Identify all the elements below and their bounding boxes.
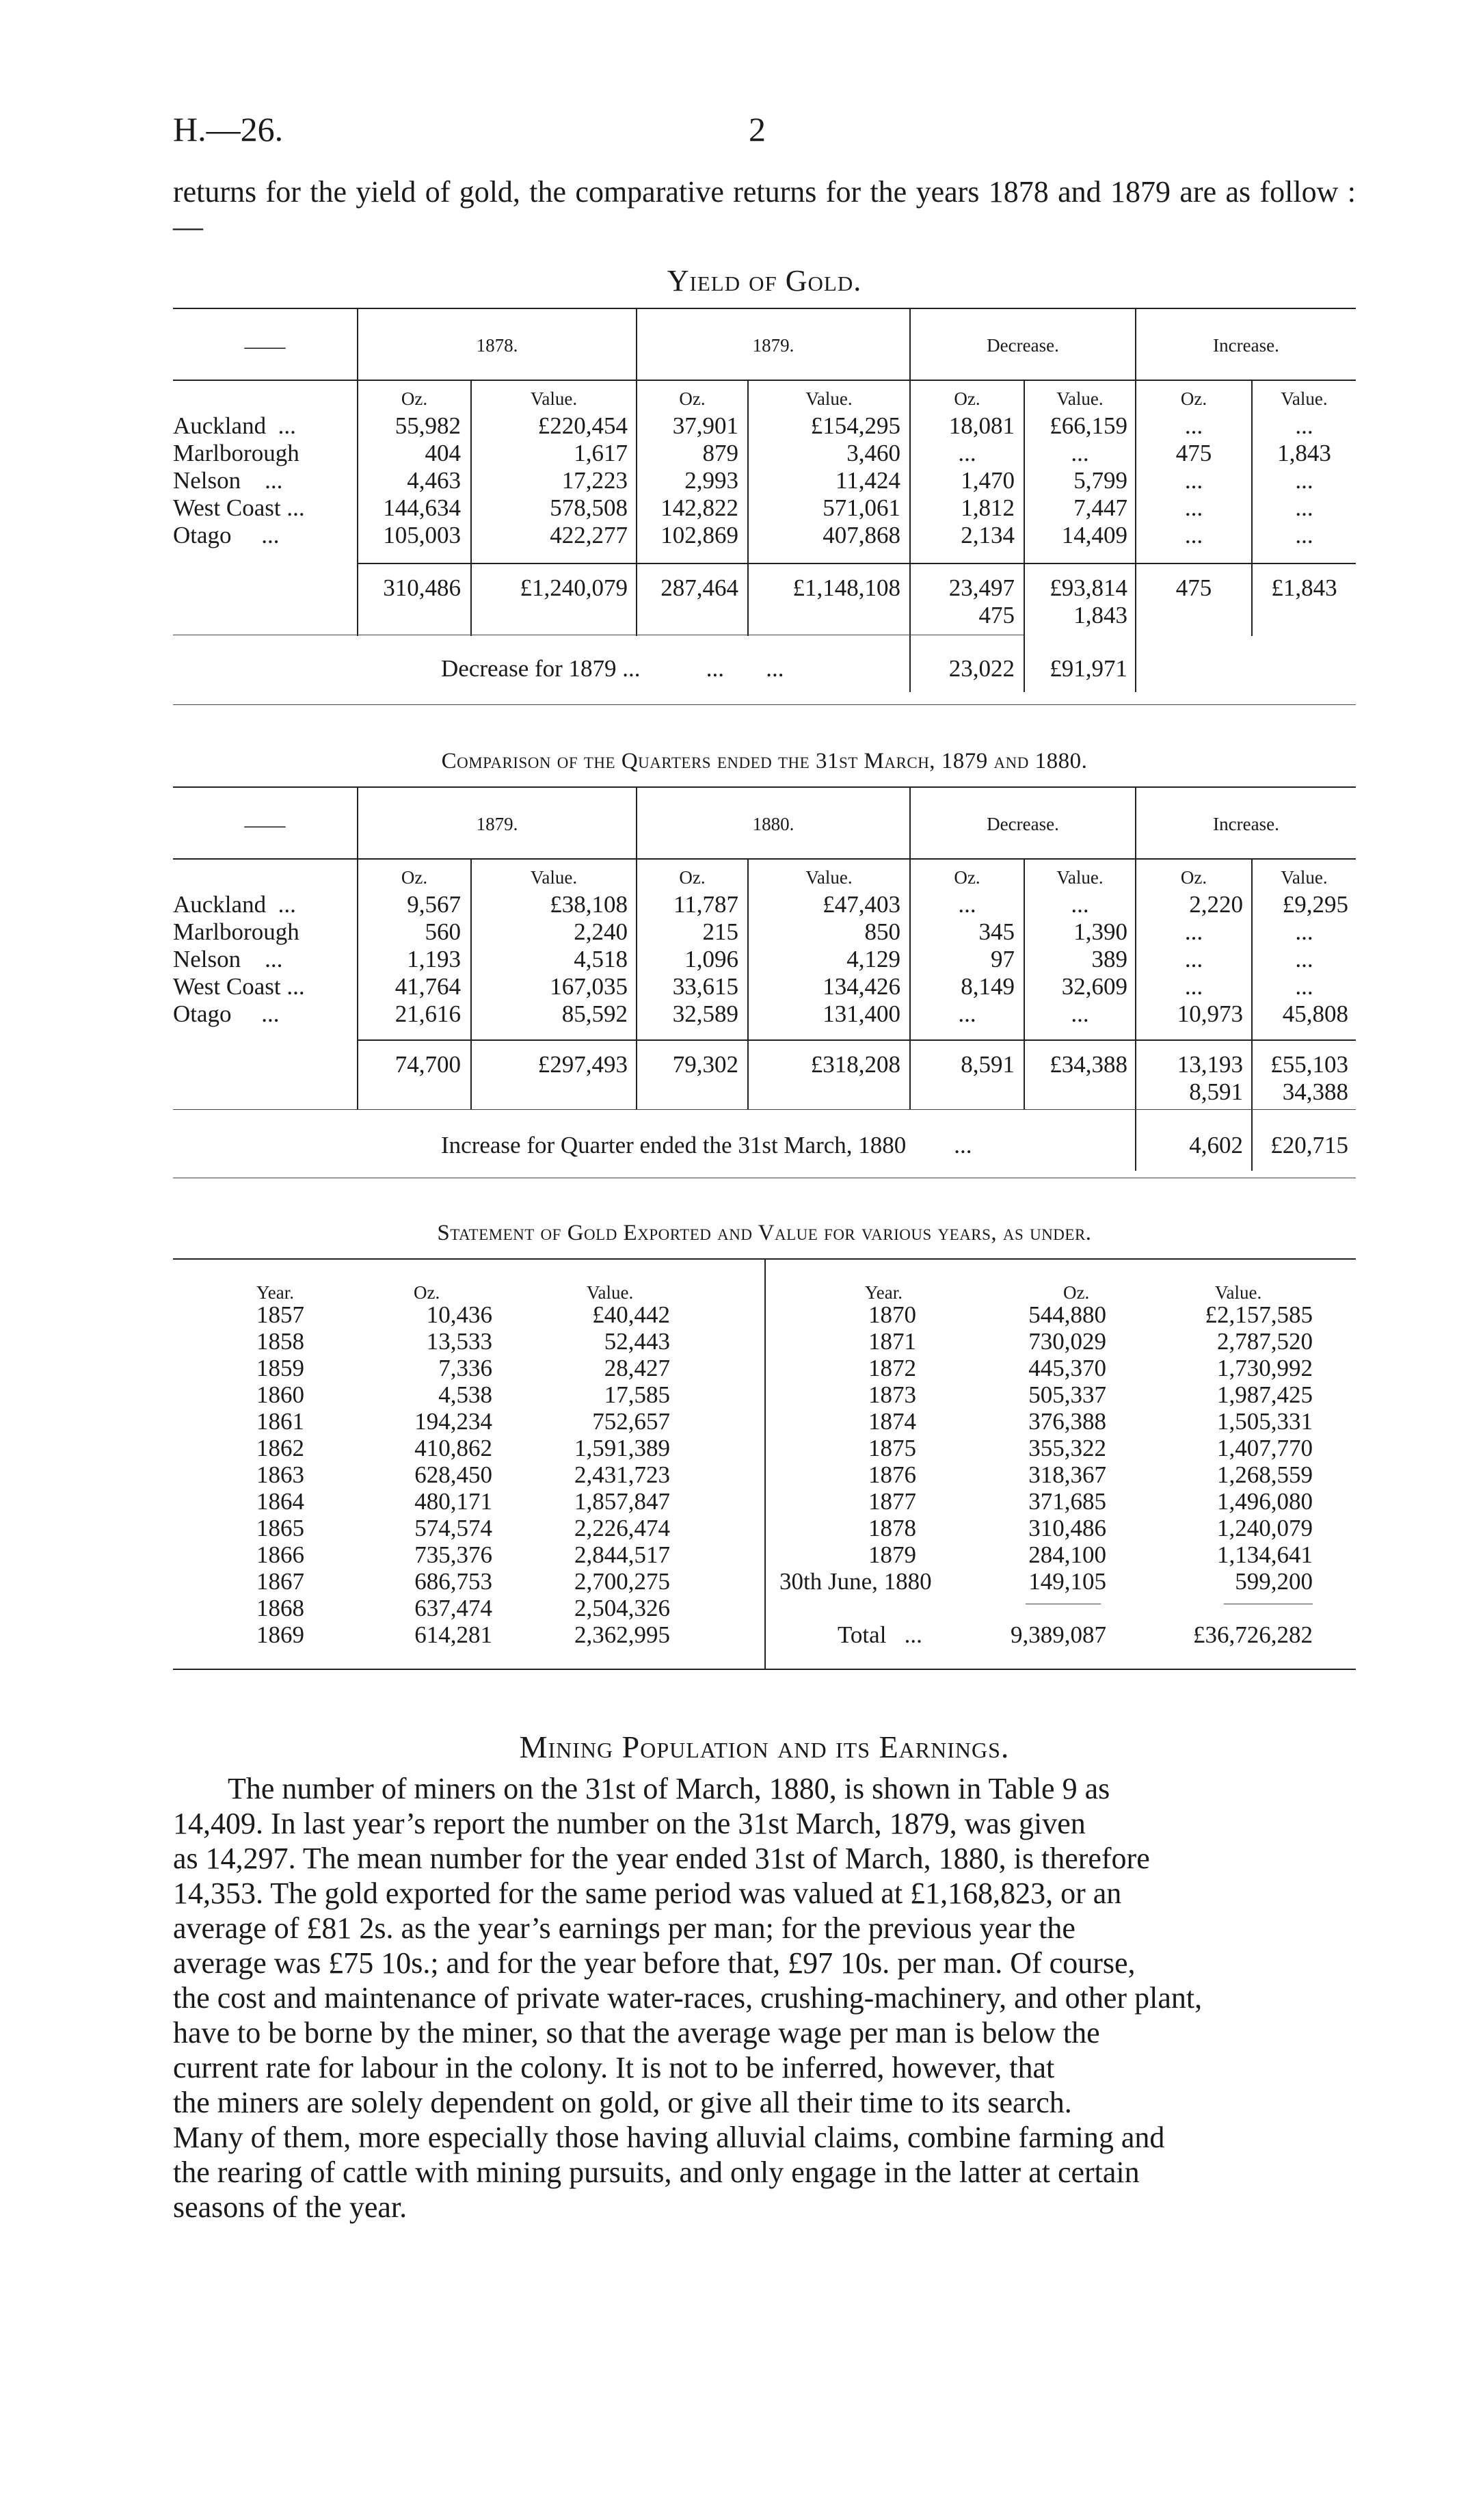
text-line: the miners are solely dependent on gold, or give all their time to its search. [173, 2086, 1072, 2119]
yield-net-label: Decrease for 1879 ... ... ... [441, 655, 784, 682]
col-oz: Oz. [414, 1282, 440, 1303]
text-line: average was £75 10s.; and for the year before that, £97 10s. per man. Of course, [173, 1946, 1136, 1980]
quarters-year-1880: 1880. [752, 814, 794, 834]
mining-paragraph [173, 1771, 1356, 2225]
col-oz: Oz. [401, 388, 428, 409]
col-value: Value. [805, 867, 853, 888]
text-line: The number of miners on the 31st of March, 1880, is shown in Table 9 as [228, 1772, 1110, 1805]
text-line: as 14,297. The mean number for the year ended 31st of March, 1880, is therefore [173, 1842, 1150, 1875]
col-value: Value. [1281, 867, 1328, 888]
text-line: the cost and maintenance of private water-races, crushing-machinery, and other plant, [173, 1981, 1203, 2015]
page-reference: H.—26. [173, 110, 284, 148]
quarters-net-label: Increase for Quarter ended the 31st March, 1880 ... [441, 1132, 972, 1158]
text-line: 14,353. The gold exported for the same period was valued at £1,168,823, or an [173, 1876, 1122, 1910]
quarters-table-title: Comparison of the Quarters ended the 31st March, 1879 and 1880. [441, 749, 1088, 773]
col-oz: Oz. [954, 388, 980, 409]
text-line: Many of them, more especially those having alluvial claims, combine farming and [173, 2121, 1165, 2154]
yield-net-value: £91,971 [1050, 655, 1127, 682]
quarters-year-1879: 1879. [476, 814, 518, 834]
col-oz: Oz. [1063, 1282, 1090, 1303]
col-year: Year. [865, 1282, 903, 1303]
col-value: Value. [530, 867, 578, 888]
exports-divider [764, 1260, 766, 1669]
yield-year-1879: 1879. [752, 335, 794, 356]
col-oz: Oz. [1180, 867, 1207, 888]
quarters-stub-dash: —— [244, 814, 286, 836]
intro-paragraph: returns for the yield of gold, the comparative returns for the years 1878 and 1879 are as follow :— [173, 175, 1356, 243]
col-oz: Oz. [401, 867, 428, 888]
text-line: 14,409. In last year’s report the number on the 31st March, 1879, was given [173, 1807, 1086, 1840]
col-value: Value. [530, 388, 578, 409]
yield-net-oz: 23,022 [948, 655, 1015, 682]
col-oz: Oz. [954, 867, 980, 888]
page-number: 2 [749, 110, 766, 148]
col-value: Value. [805, 388, 853, 409]
col-value: Value. [587, 1282, 634, 1303]
text-line: seasons of the year. [173, 2190, 407, 2224]
col-oz: Oz. [1180, 388, 1207, 409]
exports-bottom-rule [173, 1669, 1356, 1670]
quarters-top-rule [173, 786, 1356, 788]
col-oz: Oz. [679, 388, 706, 409]
text-line: average of £81 2s. as the year’s earnings per man; for the previous year the [173, 1911, 1075, 1945]
exports-table-title: Statement of Gold Exported and Value for various years, as under. [437, 1221, 1092, 1245]
quarters-decrease-header: Decrease. [987, 814, 1059, 834]
col-value: Value. [1215, 1282, 1262, 1303]
yield-top-rule [173, 308, 1356, 309]
text-line: the rearing of cattle with mining pursuits, and only engage in the latter at certain [173, 2156, 1140, 2189]
yield-increase-header: Increase. [1213, 335, 1279, 356]
quarters-increase-header: Increase. [1213, 814, 1279, 834]
yield-year-1878: 1878. [476, 335, 518, 356]
col-oz: Oz. [679, 867, 706, 888]
col-year: Year. [256, 1282, 295, 1303]
yield-decrease-header: Decrease. [987, 335, 1059, 356]
quarters-net-value: £20,715 [1270, 1132, 1348, 1158]
col-value: Value. [1056, 867, 1104, 888]
text-line: have to be borne by the miner, so that the average wage per man is below the [173, 2016, 1100, 2050]
mining-section-title: Mining Population and its Earnings. [519, 1729, 1010, 1764]
text-line: current rate for labour in the colony. It is not to be inferred, however, that [173, 2051, 1055, 2084]
col-value: Value. [1281, 388, 1328, 409]
yield-table-title: Yield of Gold. [667, 264, 862, 297]
col-value: Value. [1056, 388, 1104, 409]
quarters-net-oz: 4,602 [1189, 1132, 1243, 1158]
yield-stub-dash: —— [244, 335, 286, 358]
